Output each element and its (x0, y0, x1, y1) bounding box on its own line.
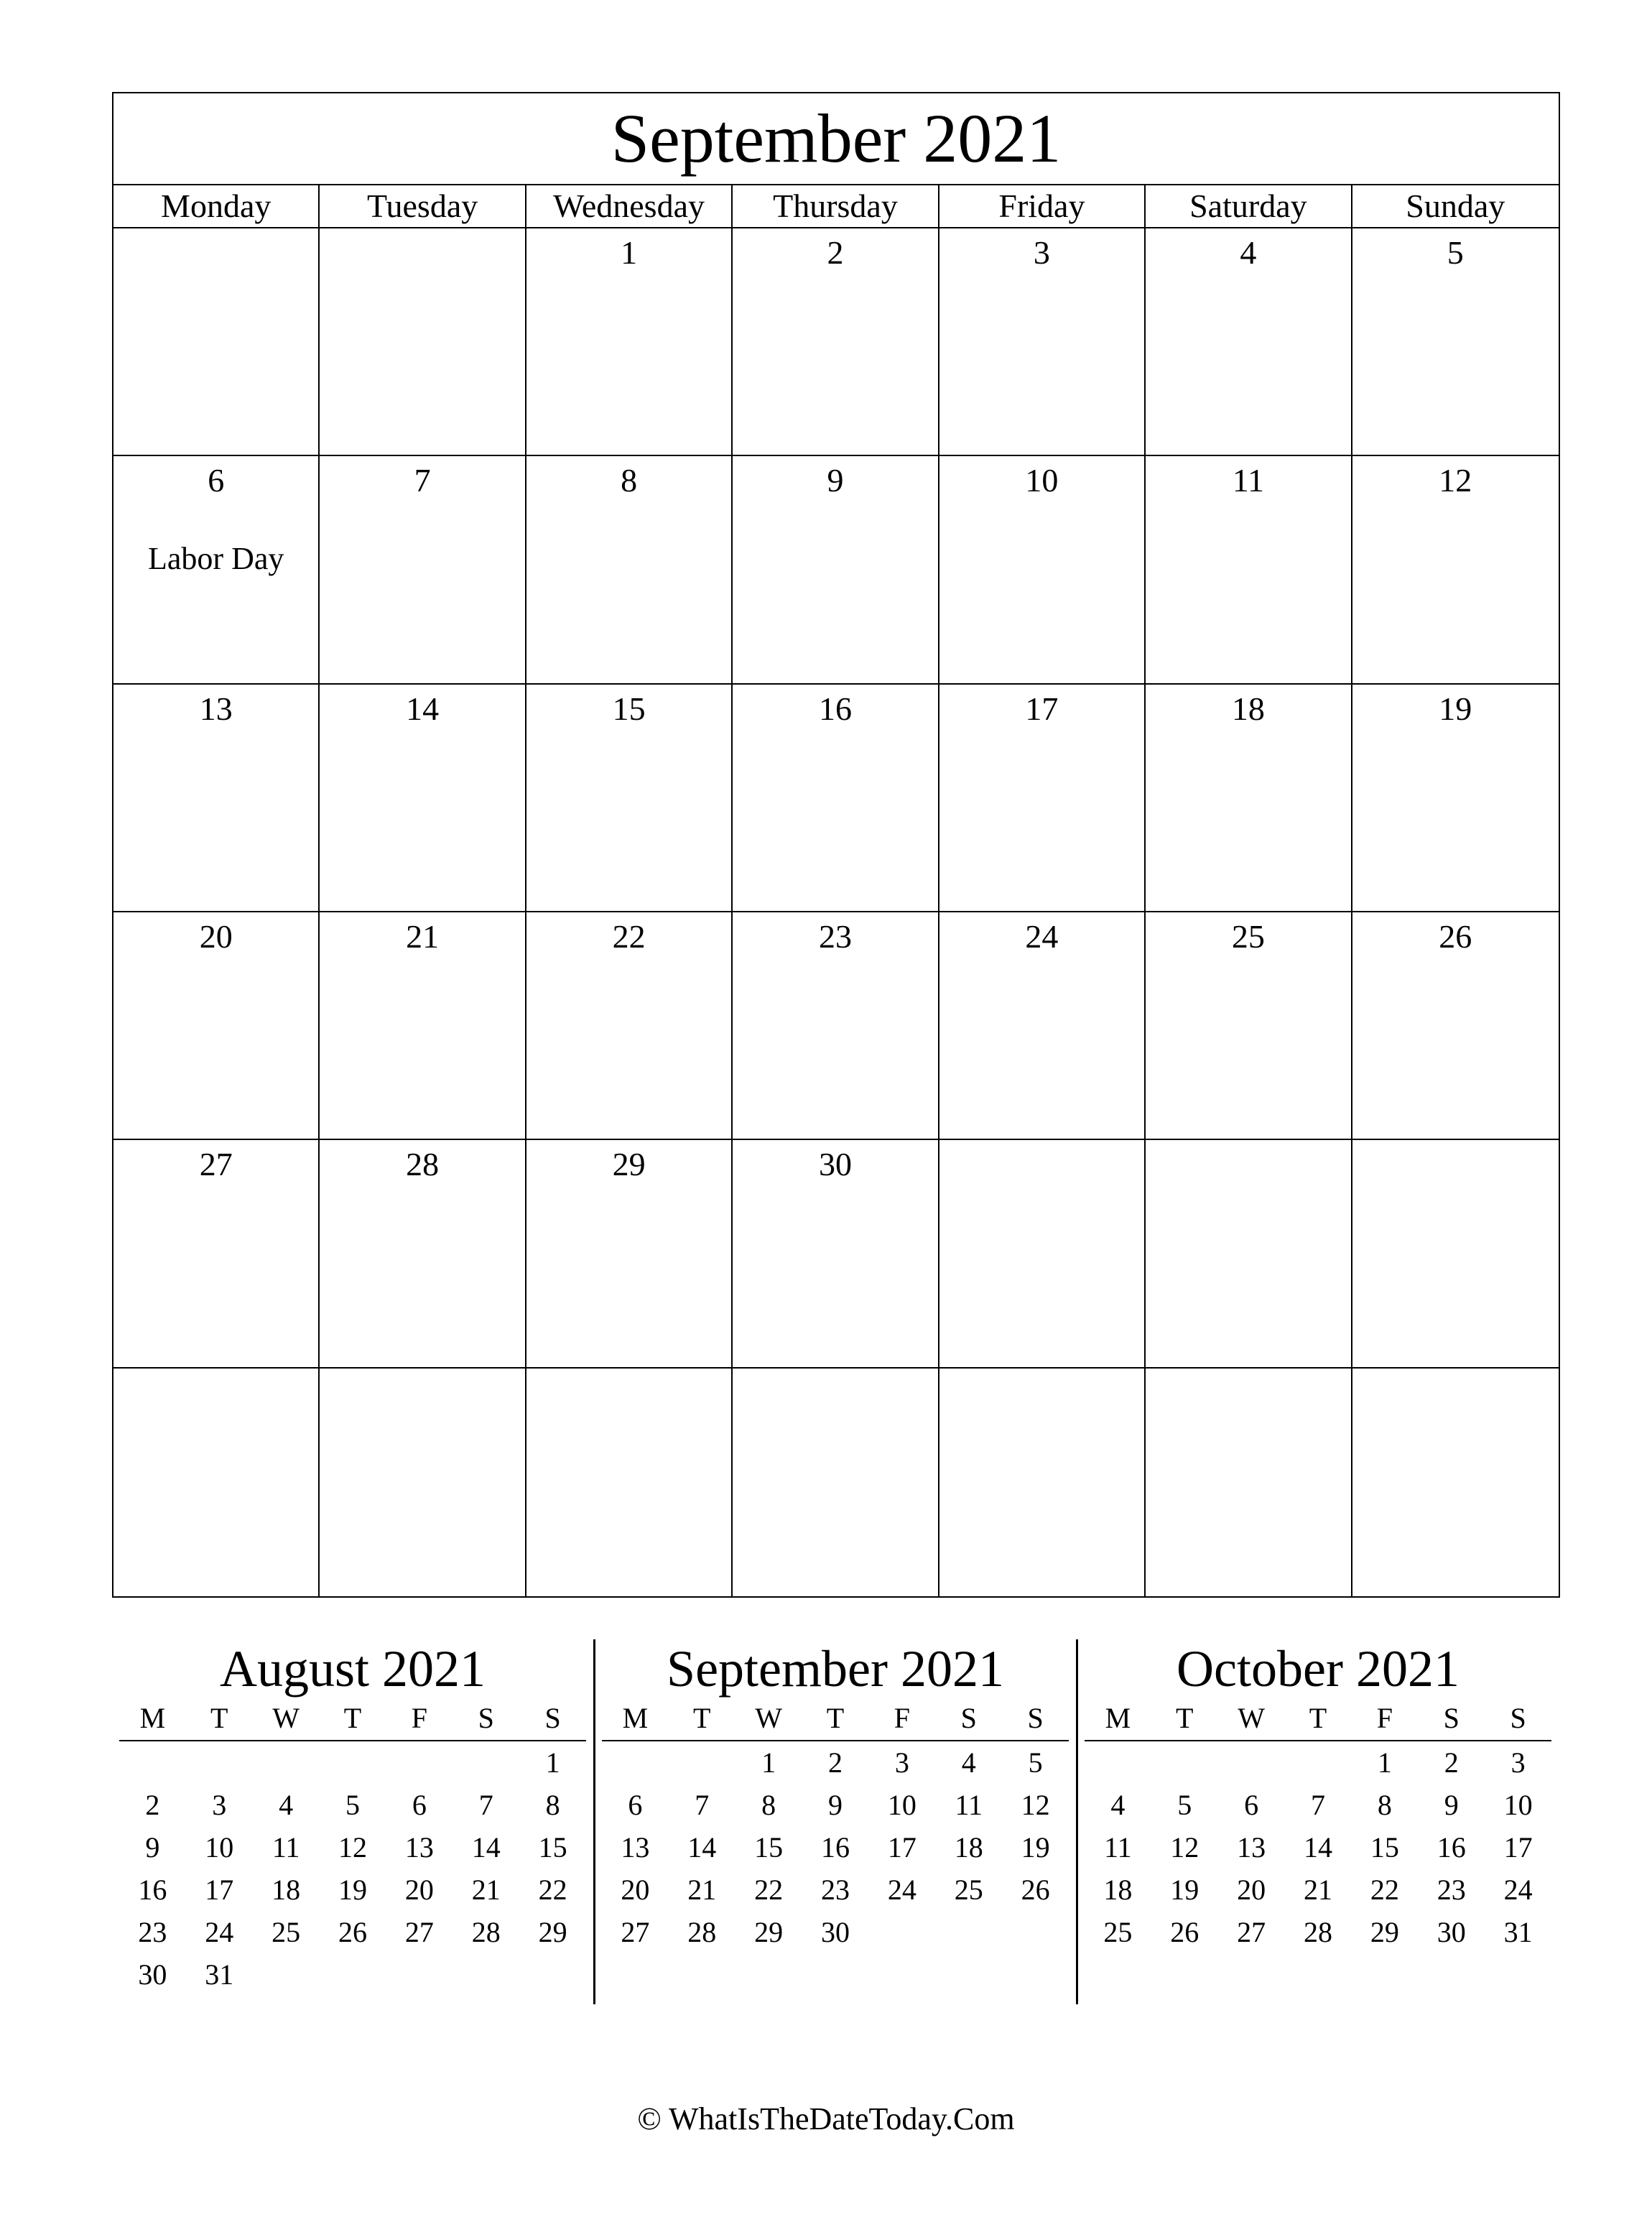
mini-day-number: 11 (955, 1789, 983, 1821)
day-number (113, 228, 318, 233)
day-cell (320, 912, 526, 1140)
day-cell (1352, 456, 1559, 684)
mini-day-number: 29 (538, 1916, 567, 1948)
day-cell (939, 456, 1146, 684)
mini-weekday-label: W (1238, 1702, 1266, 1734)
day-cell (939, 685, 1146, 912)
mini-day-number: 18 (1103, 1874, 1133, 1906)
day-cell (733, 1369, 939, 1596)
day-number: 26 (1439, 918, 1472, 955)
mini-calendar-october (1085, 1638, 1551, 1953)
mini-day-number: 20 (404, 1874, 434, 1906)
mini-day-number: 11 (1104, 1831, 1132, 1863)
mini-weekday-label: W (272, 1702, 300, 1734)
mini-day-number: 26 (338, 1916, 367, 1948)
mini-day-number: 11 (272, 1831, 300, 1863)
day-number: 4 (1240, 234, 1257, 271)
mini-day-number: 26 (1021, 1874, 1050, 1906)
mini-day-number: 1 (545, 1746, 560, 1779)
day-cell (733, 912, 939, 1140)
mini-day-number: 5 (1028, 1746, 1043, 1779)
mini-day-number: 4 (1110, 1789, 1126, 1821)
mini-day-number: 20 (621, 1874, 650, 1906)
day-number: 23 (818, 918, 852, 955)
mini-day-number: 1 (761, 1746, 776, 1779)
mini-day-grid (119, 1741, 586, 1996)
mini-weekday-label: S (960, 1702, 977, 1734)
mini-weekday-header (1085, 1700, 1551, 1741)
day-cell (320, 228, 526, 456)
day-number: 10 (1025, 462, 1059, 499)
mini-day-number: 18 (272, 1874, 301, 1906)
mini-day-number: 10 (1503, 1789, 1533, 1821)
day-cell (733, 1140, 939, 1368)
mini-day-number (320, 1953, 386, 1996)
mini-day-number: 15 (754, 1831, 784, 1863)
mini-day-number: 24 (205, 1916, 234, 1948)
mini-day-number: 31 (1503, 1916, 1533, 1948)
day-number: 5 (1447, 234, 1464, 271)
day-cell (320, 685, 526, 912)
day-number (1352, 1369, 1559, 1373)
mini-day-number: 9 (827, 1789, 843, 1821)
mini-day-number: 14 (687, 1831, 717, 1863)
day-cell (526, 228, 733, 456)
mini-day-number: 9 (1444, 1789, 1459, 1821)
mini-day-number: 29 (754, 1916, 784, 1948)
day-number: 3 (1033, 234, 1050, 271)
day-number: 11 (1232, 462, 1264, 499)
mini-day-number: 4 (961, 1746, 976, 1779)
mini-day-number: 6 (1244, 1789, 1259, 1821)
mini-day-number (1002, 1911, 1069, 1953)
mini-day-number: 19 (1170, 1874, 1199, 1906)
mini-day-number (1218, 1741, 1285, 1784)
day-number: 9 (827, 462, 844, 499)
mini-day-number: 1 (1377, 1746, 1392, 1779)
day-cell (939, 912, 1146, 1140)
mini-day-number: 7 (695, 1789, 710, 1821)
mini-day-number (1085, 1741, 1151, 1784)
mini-day-number (1151, 1741, 1218, 1784)
mini-day-number: 7 (1310, 1789, 1325, 1821)
mini-weekday-label: S (544, 1702, 561, 1734)
mini-day-number: 25 (954, 1874, 983, 1906)
day-cell (113, 912, 320, 1140)
day-cell (939, 228, 1146, 456)
mini-day-number: 30 (820, 1916, 850, 1948)
mini-weekday-label: F (894, 1702, 910, 1734)
mini-day-number: 21 (687, 1874, 717, 1906)
mini-calendar-divider (593, 1639, 595, 2004)
mini-day-number: 23 (1437, 1874, 1466, 1906)
mini-day-number: 9 (145, 1831, 160, 1863)
mini-day-number (868, 1911, 935, 1953)
mini-calendar-title: August 2021 (219, 1640, 486, 1698)
mini-day-number: 19 (1021, 1831, 1050, 1863)
day-cell (1352, 912, 1559, 1140)
mini-day-number: 6 (628, 1789, 643, 1821)
day-number: 16 (818, 690, 852, 727)
day-number: 13 (199, 690, 233, 727)
mini-weekday-label: F (411, 1702, 427, 1734)
weekday-label: Monday (113, 185, 320, 227)
mini-day-number (1285, 1741, 1352, 1784)
mini-weekday-label: S (1027, 1702, 1044, 1734)
day-number: 22 (612, 918, 646, 955)
mini-day-number: 27 (621, 1916, 650, 1948)
mini-day-number (253, 1741, 320, 1784)
day-cell (526, 1369, 733, 1596)
mini-day-number (519, 1953, 586, 1996)
mini-day-number: 24 (887, 1874, 917, 1906)
weekday-label: Wednesday (526, 185, 733, 227)
mini-day-number: 23 (820, 1874, 850, 1906)
day-number: 30 (818, 1146, 852, 1183)
mini-day-number: 7 (478, 1789, 493, 1821)
mini-day-number: 27 (404, 1916, 434, 1948)
day-number: 27 (199, 1146, 233, 1183)
mini-day-number (602, 1741, 669, 1784)
mini-day-number: 8 (1377, 1789, 1392, 1821)
weekday-label: Friday (939, 185, 1146, 227)
mini-day-number (669, 1741, 735, 1784)
mini-day-number: 22 (754, 1874, 784, 1906)
mini-day-number (186, 1741, 253, 1784)
mini-day-number: 16 (1437, 1831, 1466, 1863)
mini-calendar-september (602, 1638, 1069, 1953)
mini-day-number: 21 (471, 1874, 501, 1906)
day-number (320, 228, 524, 233)
mini-day-number: 28 (471, 1916, 501, 1948)
mini-day-grid (1085, 1741, 1551, 1953)
day-cell (939, 1140, 1146, 1368)
mini-weekday-label: T (693, 1702, 711, 1734)
mini-day-number: 12 (1170, 1831, 1199, 1863)
weekday-header-row (113, 185, 1559, 228)
mini-weekday-label: M (139, 1702, 166, 1734)
day-number: 17 (1025, 690, 1059, 727)
mini-day-number (453, 1741, 519, 1784)
day-cell (1352, 1140, 1559, 1368)
weekday-label: Tuesday (320, 185, 526, 227)
mini-weekday-label: T (1309, 1702, 1327, 1734)
mini-weekday-label: S (1510, 1702, 1526, 1734)
mini-day-number: 22 (1370, 1874, 1399, 1906)
day-number (1146, 1140, 1350, 1144)
day-cell (526, 1140, 733, 1368)
mini-day-number: 13 (404, 1831, 434, 1863)
mini-day-number: 28 (1303, 1916, 1332, 1948)
day-cell (113, 1369, 320, 1596)
day-number: 14 (406, 690, 440, 727)
mini-day-number: 5 (1177, 1789, 1192, 1821)
mini-day-number: 15 (538, 1831, 567, 1863)
day-number: 24 (1025, 918, 1059, 955)
day-number: 2 (827, 234, 844, 271)
day-cell (526, 685, 733, 912)
day-number: 12 (1439, 462, 1472, 499)
mini-day-number: 4 (279, 1789, 294, 1821)
mini-day-number: 29 (1370, 1916, 1399, 1948)
day-number: 29 (612, 1146, 646, 1183)
day-number: 20 (199, 918, 233, 955)
mini-day-number: 18 (954, 1831, 983, 1863)
mini-calendar-title: October 2021 (1177, 1640, 1460, 1698)
day-number: 25 (1231, 918, 1265, 955)
day-cell (939, 1369, 1146, 1596)
day-cell (526, 912, 733, 1140)
mini-weekday-label: T (343, 1702, 362, 1734)
day-number (526, 1369, 731, 1373)
day-cell (733, 685, 939, 912)
mini-day-number: 10 (205, 1831, 234, 1863)
mini-day-number: 8 (545, 1789, 560, 1821)
main-calendar (112, 92, 1560, 1598)
weekday-label: Thursday (733, 185, 939, 227)
mini-calendar-august (119, 1638, 586, 1996)
mini-weekday-label: T (210, 1702, 228, 1734)
mini-day-number: 21 (1303, 1874, 1332, 1906)
mini-weekday-label: W (755, 1702, 783, 1734)
mini-weekday-header (119, 1700, 586, 1741)
footer-copyright: © WhatIsTheDateToday.Com (637, 2101, 1015, 2136)
mini-day-number: 5 (345, 1789, 360, 1821)
day-number (733, 1369, 937, 1373)
day-cell (1146, 1140, 1352, 1368)
day-cell (1146, 1369, 1352, 1596)
mini-day-number: 17 (887, 1831, 917, 1863)
day-cell (320, 1369, 526, 1596)
day-cell (113, 228, 320, 456)
mini-day-number: 28 (687, 1916, 717, 1948)
day-number: 21 (406, 918, 440, 955)
mini-calendar-divider (1076, 1639, 1078, 2004)
day-cell (113, 685, 320, 912)
mini-day-number: 12 (338, 1831, 367, 1863)
calendar-title: September 2021 (113, 93, 1559, 185)
mini-day-number: 3 (1511, 1746, 1526, 1779)
mini-day-number: 16 (138, 1874, 167, 1906)
day-number: 8 (621, 462, 638, 499)
day-number (939, 1140, 1144, 1144)
day-number (1146, 1369, 1350, 1373)
day-number: 7 (414, 462, 431, 499)
day-cell (733, 228, 939, 456)
mini-day-number: 30 (138, 1958, 167, 1991)
mini-day-number: 25 (1103, 1916, 1133, 1948)
weekday-label: Saturday (1146, 185, 1352, 227)
holiday-label: Labor Day (148, 541, 284, 577)
mini-day-number (386, 1741, 453, 1784)
mini-day-number: 3 (212, 1789, 227, 1821)
day-cell (1352, 685, 1559, 912)
day-number (1352, 1140, 1559, 1144)
day-cell (320, 1140, 526, 1368)
mini-day-number: 14 (471, 1831, 501, 1863)
mini-day-number (453, 1953, 519, 1996)
mini-day-grid (602, 1741, 1069, 1953)
mini-day-number: 2 (827, 1746, 843, 1779)
mini-day-number (119, 1741, 186, 1784)
day-number: 28 (406, 1146, 440, 1183)
mini-day-number: 17 (205, 1874, 234, 1906)
day-number: 19 (1439, 690, 1472, 727)
mini-weekday-label: T (1176, 1702, 1194, 1734)
day-number: 1 (621, 234, 638, 271)
day-cell (1146, 228, 1352, 456)
mini-day-number: 26 (1170, 1916, 1199, 1948)
mini-day-number: 16 (820, 1831, 850, 1863)
mini-weekday-label: F (1376, 1702, 1393, 1734)
mini-day-number: 23 (138, 1916, 167, 1948)
mini-day-number: 13 (1237, 1831, 1266, 1863)
day-number: 18 (1231, 690, 1265, 727)
mini-day-number (935, 1911, 1002, 1953)
mini-day-number: 24 (1503, 1874, 1533, 1906)
day-number: 15 (612, 690, 646, 727)
mini-day-number: 13 (621, 1831, 650, 1863)
mini-day-number: 20 (1237, 1874, 1266, 1906)
mini-day-number: 27 (1237, 1916, 1266, 1948)
day-cell (1146, 912, 1352, 1140)
mini-day-number (386, 1953, 453, 1996)
mini-weekday-label: T (826, 1702, 845, 1734)
mini-day-number: 2 (145, 1789, 160, 1821)
mini-weekday-label: M (1105, 1702, 1131, 1734)
day-cell (1352, 228, 1559, 456)
day-cell (113, 456, 320, 684)
day-cell (320, 456, 526, 684)
day-number (113, 1369, 318, 1373)
mini-day-number: 25 (272, 1916, 301, 1948)
mini-day-number: 19 (338, 1874, 367, 1906)
mini-day-number (320, 1741, 386, 1784)
day-number (320, 1369, 524, 1373)
mini-day-number: 30 (1437, 1916, 1466, 1948)
mini-calendar-title: September 2021 (667, 1640, 1004, 1698)
day-cell (733, 456, 939, 684)
day-cell (113, 1140, 320, 1368)
mini-day-number: 17 (1503, 1831, 1533, 1863)
mini-weekday-label: S (1443, 1702, 1460, 1734)
mini-day-number: 22 (538, 1874, 567, 1906)
mini-day-number: 10 (887, 1789, 917, 1821)
mini-day-number: 15 (1370, 1831, 1399, 1863)
day-cell (1352, 1369, 1559, 1596)
day-number (939, 1369, 1144, 1373)
day-cell (526, 456, 733, 684)
mini-weekday-header (602, 1700, 1069, 1741)
mini-day-number (253, 1953, 320, 1996)
mini-day-number: 6 (412, 1789, 427, 1821)
day-number: 6 (208, 462, 225, 499)
mini-day-number: 8 (761, 1789, 776, 1821)
mini-day-number: 2 (1444, 1746, 1459, 1779)
mini-day-number: 3 (894, 1746, 909, 1779)
mini-day-number: 14 (1303, 1831, 1332, 1863)
day-grid (113, 228, 1559, 1596)
mini-day-number: 31 (205, 1958, 234, 1991)
day-cell (1146, 456, 1352, 684)
day-cell (1146, 685, 1352, 912)
weekday-label: Sunday (1406, 187, 1505, 224)
mini-weekday-label: M (622, 1702, 649, 1734)
mini-day-number: 12 (1021, 1789, 1050, 1821)
mini-weekday-label: S (478, 1702, 494, 1734)
